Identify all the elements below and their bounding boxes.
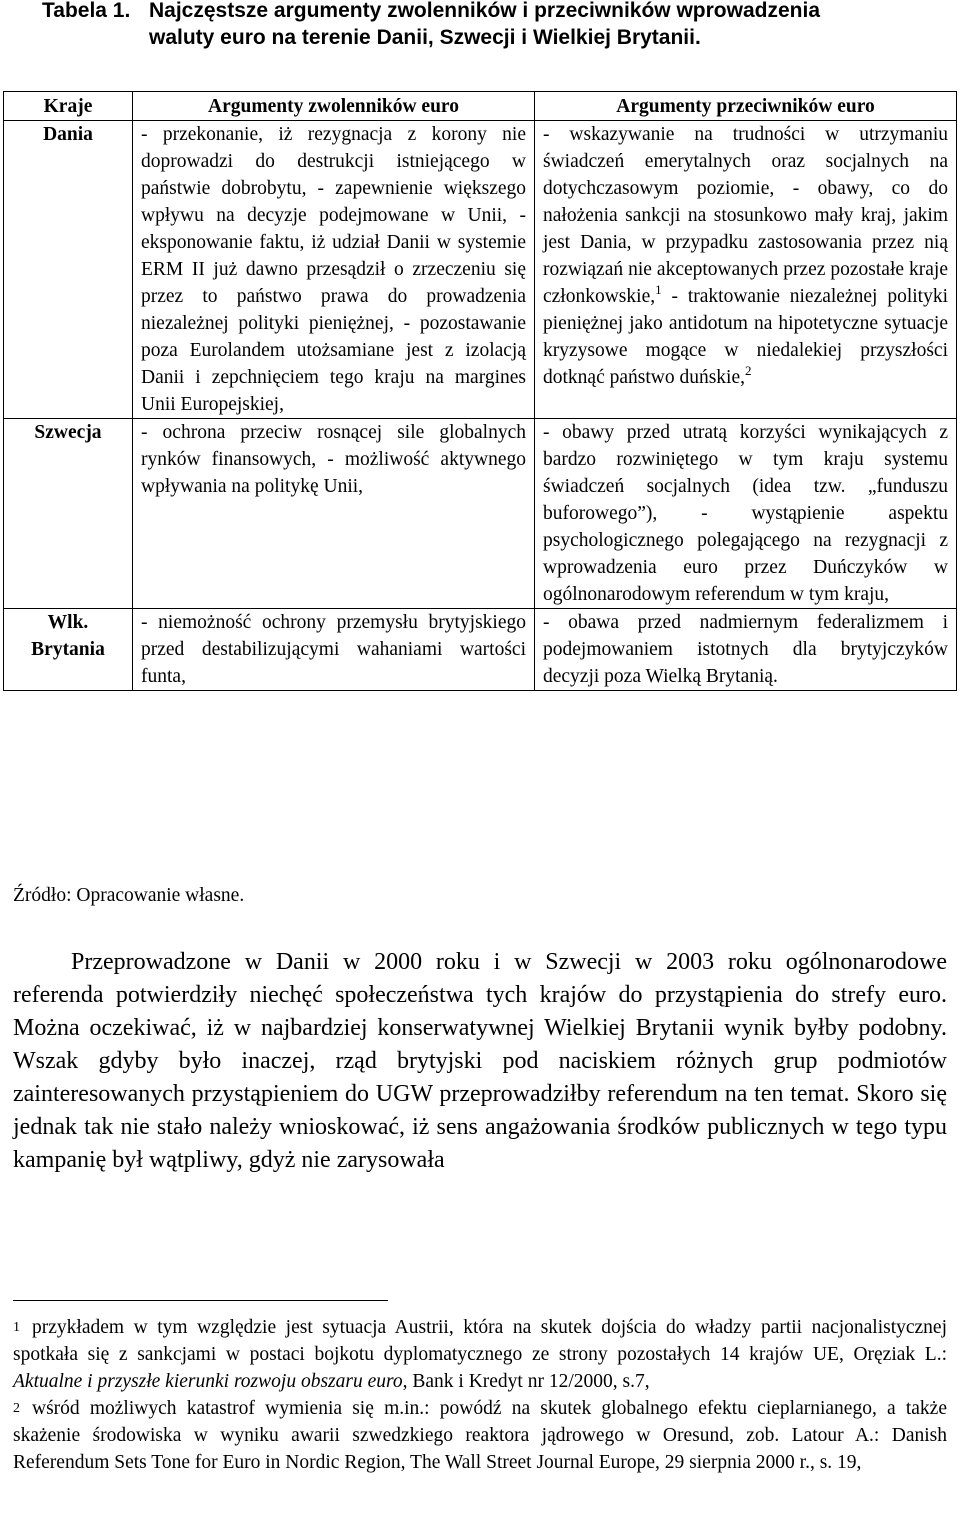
header-contra: Argumenty przeciwników euro <box>535 92 957 121</box>
footnote-title: Aktualne i przyszłe kierunki rozwoju obszaru euro <box>13 1371 403 1392</box>
footnote-text: , Bank i Kredyt nr 12/2000, s.7, <box>402 1371 650 1392</box>
country-cell: Szwecja <box>4 419 133 609</box>
table-row <box>4 121 957 419</box>
contra-text-a: - wskazywanie na trudności w utrzymaniu świadczeń emerytalnych oraz socjalnych na dotychczasowym poziomie, - obawy, co do nałożenia sankcji na stosunkowo mały kraj, jakim jest Dania, w przypadku zastosowania przez nią rozwiązań nie akceptowanych przez pozostałe kraje członkowskie, <box>543 124 948 307</box>
arguments-table <box>3 91 957 691</box>
contra-cell: - obawa przed nadmiernym federalizmem i podejmowaniem istotnych dla brytyjczyków decyzji poza Wielką Brytanią. <box>535 609 957 691</box>
footnote-2 <box>13 1395 947 1476</box>
footnote-number: 1 <box>13 1320 20 1335</box>
footnote-text: wśród możliwych katastrof wymienia się m.in.: powódź na skutek globalnego efektu cieplarnianego, a także skażenie środowiska w wyniku awarii szwedzkiego reaktora jądrowego w Oresund, zob. Latour A.: Danish Referendum Sets Tone for Euro in Nordic Region, The Wall Street Journal Europe, 29 sierpnia 2000 r., s. 19, <box>13 1398 947 1473</box>
footnote-separator <box>13 1300 388 1301</box>
paragraph-text: Przeprowadzone w Danii w 2000 roku i w Szwecji w 2003 roku ogólnonarodowe referenda potwierdziły niechęć społeczeństwa tych krajów do przystąpienia do strefy euro. Można oczekiwać, iż w najbardziej konserwatywnej Wielkiej Brytanii wynik byłby podobny. Wszak gdyby było inaczej, rząd brytyjski pod naciskiem różnych grup podmiotów zainteresowanych przystąpieniem do UGW przeprowadziłby referendum na ten temat. Skoro się jednak tak nie stało należy wnioskować, iż sens angażowania środków publicznych w tego typu kampanię był wątpliwy, gdyż nie zarysowała <box>13 949 947 1173</box>
caption-label: Tabela 1. <box>42 0 131 22</box>
country-cell: Dania <box>4 121 133 419</box>
country-line2: Brytania <box>31 639 105 660</box>
country-line1: Wlk. <box>47 612 89 633</box>
caption-line2: waluty euro na terenie Danii, Szwecji i Wielkiej Brytanii. <box>149 26 701 49</box>
footnote-number: 2 <box>13 1401 20 1416</box>
header-countries: Kraje <box>4 92 133 121</box>
pro-cell: - niemożność ochrony przemysłu brytyjskiego przed destabilizującymi wahaniami wartości funta, <box>133 609 535 691</box>
body-paragraph <box>13 946 947 1177</box>
contra-cell: - obawy przed utratą korzyści wynikających z bardzo rozwiniętego w tym kraju systemu świadczeń socjalnych (idea tzw. „funduszu buforowego”), - wystąpienie aspektu psychologicznego polegającego na rezygnacji z wprowadzenia euro przez Duńczyków w ogólnonarodowym referendum w tym kraju, <box>535 419 957 609</box>
source-note: Źródło: Opracowanie własne. <box>13 885 245 906</box>
caption-line1: Najczęstsze argumenty zwolenników i przeciwników wprowadzenia <box>149 0 820 22</box>
pro-cell: - ochrona przeciw rosnącej sile globalnych rynków finansowych, - możliwość aktywnego wpływania na politykę Unii, <box>133 419 535 609</box>
table-row <box>4 419 957 609</box>
header-pro: Argumenty zwolenników euro <box>133 92 535 121</box>
footnote-ref: 1 <box>655 282 662 297</box>
table-caption <box>42 0 942 51</box>
footnote-text: przykładem w tym względzie jest sytuacja Austrii, która na skutek dojścia do władzy partii nacjonalistycznej spotkała się z sankcjami w postaci bojkotu dyplomatycznego ze strony pozostałych 14 krajów UE, Oręziak L.: <box>13 1317 947 1365</box>
pro-cell: - przekonanie, iż rezygnacja z korony nie doprowadzi do destrukcji istniejącego w państwie dobrobytu, - zapewnienie większego wpływu na decyzje podejmowane w Unii, - eksponowanie faktu, iż udział Danii w systemie ERM II już dawno przesądził o zrzeczeniu się przez to państwo prawa do prowadzenia niezależnej polityki pieniężnej, - pozostawanie poza Eurolandem utożsamiane jest z izolacją Danii i zepchnięciem tego kraju na margines Unii Europejskiej, <box>133 121 535 419</box>
footnote-ref: 2 <box>745 363 752 378</box>
table-row <box>4 609 957 691</box>
footnote-1 <box>13 1314 947 1395</box>
contra-cell <box>535 121 957 419</box>
table-header-row <box>4 92 957 121</box>
contra-text-b: - traktowanie niezależnej polityki pieniężnej jako antidotum na hipotetyczne sytuacje kryzysowe mogące w niedalekiej przyszłości dotknąć państwo duńskie, <box>543 286 948 388</box>
footnotes <box>13 1314 947 1476</box>
country-cell <box>4 609 133 691</box>
